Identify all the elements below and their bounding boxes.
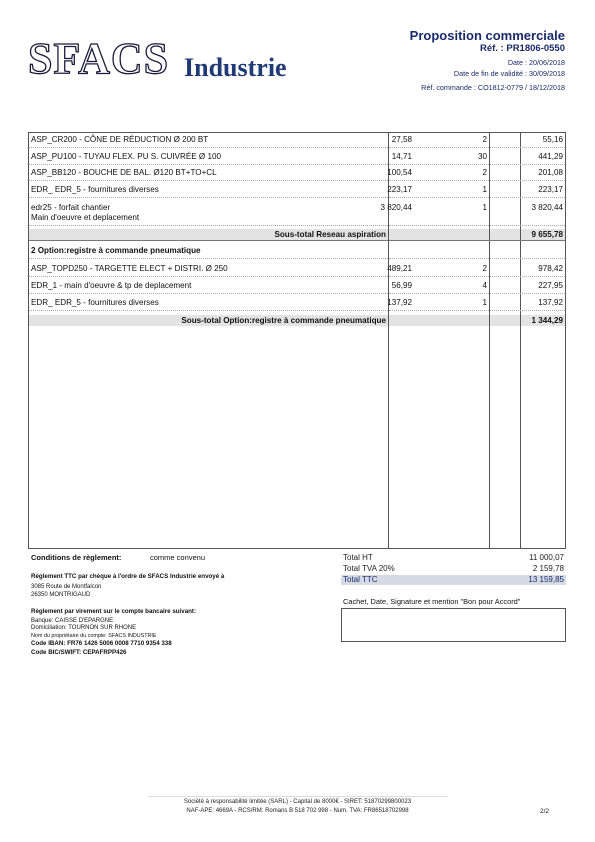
order-ref: Réf. commande : CO1812-0779 / 18/12/2018 [421, 83, 565, 92]
line-description: edr25 - forfait chantier [31, 203, 111, 212]
total-ht-value: 11 000,07 [529, 553, 564, 562]
address-line-2: 26350 MONTRIGAUD [31, 592, 91, 598]
cheque-title: Règlement TTC par chèque à l'ordre de SFACS Industrie envoyé à [31, 573, 225, 580]
subtotal-cell [521, 229, 565, 240]
signature-box[interactable] [341, 608, 566, 642]
row-separator [29, 293, 388, 294]
line-description: ASP_TOPD250 - TARGETTE ELECT + DISTRI. Ø 250 [31, 264, 228, 273]
total-ttc-row [341, 575, 566, 585]
account-owner: Nom du propriétaire du compte: SFACS INDUSTRIE [31, 633, 157, 639]
footer-line-1: Société à responsabilité limitée (SARL) - Capital de 8000€ - SIRET: 51870299800023 [183, 799, 412, 805]
row-separator [389, 276, 565, 277]
line-description-detail: Main d'oeuvre et deplacement [31, 213, 140, 222]
document-date: Date : 20/06/2018 [507, 58, 565, 67]
line-total: 137,92 [538, 298, 563, 307]
iban: Code IBAN: FR76 1426 5006 0008 7710 9354 338 [31, 640, 172, 647]
subtotal-cell [490, 315, 520, 326]
line-description: EDR_ EDR_5 - fournitures diverses [31, 185, 159, 194]
total-ht-label: Total HT [343, 553, 373, 562]
row-separator [389, 164, 565, 165]
subtotal-cell [389, 315, 489, 326]
row-separator [389, 147, 565, 148]
row-separator [29, 197, 388, 198]
row-separator [29, 180, 388, 181]
line-total: 227,95 [538, 281, 563, 290]
row-separator [29, 240, 388, 241]
page-number: 2/2 [540, 808, 550, 815]
bank-domiciliation: Domiciliation: TOURNON SUR RHONE [31, 625, 137, 631]
subtotal-cell [521, 315, 565, 326]
row-separator [389, 310, 565, 311]
bic: Code BIC/SWIFT: CEPAFRPP426 [31, 649, 127, 656]
transfer-title: Règlement par virement sur le compte bancaire suivant: [31, 608, 197, 615]
line-quantity: 1 [482, 203, 487, 212]
conditions-value: comme convenu [150, 553, 206, 562]
subtotal-cell [490, 229, 520, 240]
total-ht-row [341, 553, 566, 563]
logo-brand: SFACS [28, 34, 170, 83]
row-separator [389, 197, 565, 198]
line-description: ASP_CR200 - CÔNE DE RÉDUCTION Ø 200 BT [31, 135, 209, 144]
line-quantity: 4 [482, 281, 487, 290]
line-quantity: 2 [482, 264, 487, 273]
line-description: ASP_BB120 - BOUCHE DE BAL. Ø120 BT+TO+CL [31, 168, 217, 177]
line-quantity: 2 [482, 135, 487, 144]
row-separator [389, 240, 565, 241]
line-unit-price: 100,54 [387, 168, 412, 177]
lines-table [28, 132, 566, 549]
line-quantity: 1 [482, 298, 487, 307]
line-total: 3 820,44 [531, 203, 563, 212]
line-unit-price: 56,99 [391, 281, 412, 290]
line-total: 201,08 [538, 168, 563, 177]
line-description: EDR_ EDR_5 - fournitures diverses [31, 298, 159, 307]
address-line-1: 3085 Route de Montfalcon [31, 584, 102, 590]
footer-divider [148, 796, 448, 797]
row-separator [29, 225, 388, 226]
subtotal-cell [389, 229, 489, 240]
line-total: 978,42 [538, 264, 563, 273]
row-separator [29, 310, 388, 311]
line-unit-price: 137,92 [387, 298, 412, 307]
logo-suffix: Industrie [184, 53, 287, 82]
row-separator [29, 147, 388, 148]
bank-name: Banque: CAISSE D'EPARGNE [31, 618, 114, 624]
subtotal-row [29, 315, 388, 326]
column-divider [388, 133, 389, 548]
line-quantity: 30 [477, 152, 487, 161]
total-tva-value: 2 159,78 [532, 564, 564, 573]
row-separator [389, 258, 565, 259]
line-unit-price: 489,21 [387, 264, 412, 273]
row-separator [389, 293, 565, 294]
section-title-text: 2 Option:registre à commande pneumatique [31, 246, 201, 255]
total-ttc-label: Total TTC [343, 575, 378, 584]
line-total: 441,29 [538, 152, 563, 161]
line-unit-price: 14,71 [391, 152, 412, 161]
footer-line-2: NAF-APE: 4669A - RCS/RM: Romans B 518 702 998 - Num. TVA: FR86518702998 [186, 808, 409, 814]
document-ref: Réf. : PR1806-0550 [479, 43, 565, 54]
row-separator [29, 258, 388, 259]
validity-date: Date de fin de validité : 30/09/2018 [453, 69, 565, 78]
line-quantity: 1 [482, 185, 487, 194]
subtotal-row [29, 229, 388, 240]
line-unit-price: 223,17 [387, 185, 412, 194]
row-separator [29, 276, 388, 277]
subtotal-value: 9 655,78 [531, 230, 563, 239]
column-divider [520, 133, 521, 548]
line-total: 55,16 [542, 135, 563, 144]
total-ttc-value: 13 159,85 [528, 575, 564, 584]
total-tva-row [341, 564, 566, 574]
column-divider [489, 133, 490, 548]
conditions-label: Conditions de règlement: [31, 553, 122, 562]
document-title: Proposition commerciale [409, 28, 565, 43]
subtotal-label: Sous-total Reseau aspiration [274, 230, 386, 239]
line-unit-price: 27,58 [391, 135, 412, 144]
line-quantity: 2 [482, 168, 487, 177]
signature-label: Cachet, Date, Signature et mention "Bon pour Accord" [343, 597, 521, 606]
subtotal-label: Sous-total Option:registre à commande pneumatique [181, 316, 386, 325]
row-separator [29, 164, 388, 165]
line-total: 223,17 [538, 185, 563, 194]
subtotal-value: 1 344,29 [531, 316, 563, 325]
company-logo [28, 34, 328, 94]
line-description: EDR_1 - main d'oeuvre & tp de deplacement [31, 281, 192, 290]
row-separator [389, 225, 565, 226]
row-separator [389, 180, 565, 181]
line-description: ASP_PU100 - TUYAU FLEX. PU S. CUIVRÉE Ø 100 [31, 152, 221, 161]
line-unit-price: 3 820,44 [380, 203, 412, 212]
total-tva-label: Total TVA 20% [343, 564, 395, 573]
